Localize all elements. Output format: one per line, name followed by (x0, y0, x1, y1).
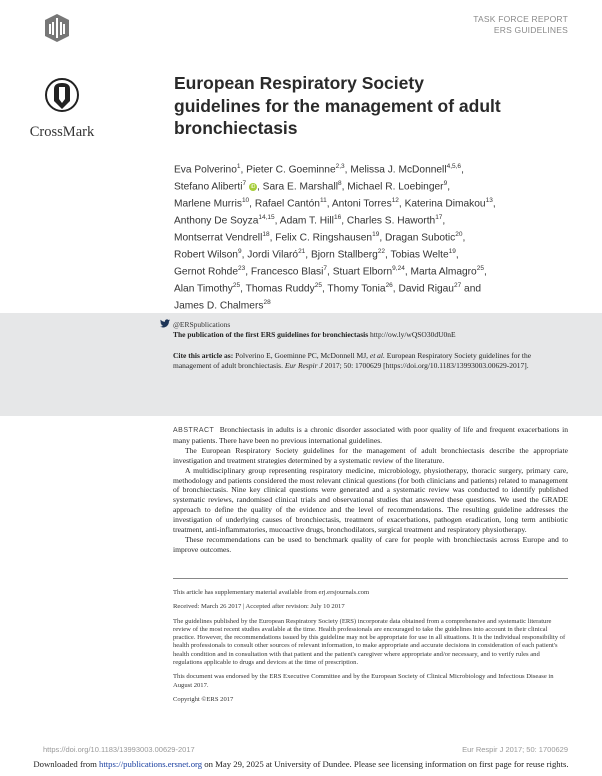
author-name: Pieter C. Goeminne (246, 164, 336, 176)
author-list (174, 160, 554, 313)
author-name: Montserrat Vendrell (174, 232, 263, 244)
report-type: TASK FORCE REPORT (473, 14, 568, 24)
author-affiliation: 25 (476, 264, 484, 272)
copyright: Copyright ©ERS 2017 (173, 695, 234, 703)
author-name: Robert Wilson (174, 249, 238, 261)
cite-etal: et al. (369, 351, 385, 360)
author-line: Gernot Rohde$^{23}$, Francesco Blasi$^7$, Stuart Elborn$^{9,24}$, Marta Almagro$^{25}$, (174, 264, 487, 278)
endorsement: This document was endorsed by the ERS Executive Committee and by the European Society of Clinical Microbiology and Infectious Disease in August 2017. (173, 673, 554, 689)
download-prefix: Downloaded from (33, 759, 97, 769)
supplementary-note: This article has supplementary material available from erj.ersjournals.com (173, 589, 370, 596)
ers-lungs-logo-icon (43, 12, 71, 44)
author-line: Montserrat Vendrell$^{18}$, Felix C. Ringshausen$^{19}$, Dragan Subotic$^{20}$, (174, 230, 466, 244)
author-affiliation: 9,24 (392, 264, 405, 272)
author-affiliation: 2,3 (335, 163, 345, 170)
author-name: Alan Timothy (174, 283, 233, 295)
author-name: Dragan Subotic (384, 232, 456, 244)
author-name: Francesco Blasi (250, 266, 324, 278)
abstract-paragraph: The European Respiratory Society guidelines for the management of adult bronchiectasis describe the appropriate investigation and treatment strategies determined by a systematic review of the literature. (173, 445, 568, 465)
author-affiliation: 12 (391, 196, 399, 204)
crossmark-icon (23, 77, 101, 117)
author-affiliation: 9 (237, 247, 242, 255)
author-affiliation: 10 (241, 196, 250, 204)
report-header (473, 14, 568, 36)
author-line: Robert Wilson$^9$, Jordi Vilaró$^{21}$, Bjorn Stallberg$^{22}$, Tobias Welte$^{19}$, (174, 247, 459, 261)
tweet-text (173, 330, 573, 339)
author-affiliation: 20 (455, 230, 463, 238)
author-affiliation: 23 (238, 264, 246, 272)
author-affiliation: 27 (453, 281, 462, 289)
author-affiliation: 14,15 (258, 213, 275, 221)
footer-citation: Eur Respir J 2017; 50: 1700629 (462, 745, 568, 754)
author-affiliation: 8 (337, 179, 342, 187)
author-name: Sara E. Marshall (262, 181, 338, 193)
author-affiliation: 7 (323, 264, 328, 272)
author-affiliation: 4,5,6 (446, 163, 462, 170)
author-name: Stefano Aliberti (174, 181, 243, 193)
cite-journal: Eur Respir J (284, 360, 323, 370)
author-affiliation: 26 (385, 281, 393, 289)
abstract-paragraph: These recommendations can be used to benchmark quality of care for people with bronchiectasis across Europe and to improve outcomes. (173, 534, 568, 554)
author-affiliation: 11 (319, 196, 327, 204)
author-name: Eva Polverino (174, 164, 237, 176)
abstract-paragraph (173, 425, 568, 446)
cite-authors: Polverino E, Goeminne PC, McDonnell MJ, (235, 351, 368, 360)
author-name: Bjorn Stallberg (310, 249, 378, 261)
twitter-handle[interactable]: @ERSpublications (173, 320, 231, 329)
author-name: Thomy Tonia (327, 283, 386, 295)
author-name: Tobias Welte (390, 249, 449, 261)
publisher-link[interactable]: https://publications.ersnet.org (99, 759, 203, 769)
author-name: David Rigau (398, 283, 454, 295)
abstract-label: ABSTRACT (173, 427, 215, 434)
author-affiliation: 18 (262, 230, 270, 238)
cite-label: Cite this article as: (173, 351, 234, 360)
article-title: European Respiratory Society guidelines for the management of adult bronchiectasis (174, 73, 501, 138)
author-affiliation: 9 (443, 179, 448, 187)
author-name: Marlene Murris (174, 198, 242, 210)
author-name: Marta Almagro (410, 266, 477, 278)
crossmark-badge[interactable] (23, 77, 101, 141)
download-suffix: on May 29, 2025 at University of Dundee. Please see licensing information on first page for reuse rights. (204, 759, 569, 769)
tweet-headline: The publication of the first ERS guidelines for bronchiectasis (173, 330, 369, 339)
author-name: James D. Chalmers (174, 300, 264, 312)
cite-title: European Respiratory Society guidelines for the management of adult bronchiectasis. (173, 351, 532, 370)
author-affiliation: 7 (242, 179, 247, 187)
author-affiliation: 25 (314, 281, 322, 289)
author-name: Rafael Cantón (254, 198, 320, 210)
footer-doi[interactable]: https://doi.org/10.1183/13993003.00629-2017 (43, 745, 195, 754)
author-name: Thomas Ruddy (245, 283, 315, 295)
tweet-link[interactable]: http://ow.ly/wQSO30dU0nE (370, 330, 456, 339)
twitter-bird-icon (160, 319, 170, 328)
abstract (173, 425, 568, 555)
download-notice (0, 759, 602, 769)
author-affiliation: 16 (333, 213, 342, 221)
author-affiliation: 1 (236, 163, 241, 170)
divider (173, 578, 568, 579)
author-affiliation: 28 (263, 298, 271, 306)
author-name: Gernot Rohde (174, 266, 238, 278)
disclaimer: The guidelines published by the European Respiratory Society (ERS) incorporate data obtained from a comprehensive and systematic literature review of the most recent studies available at the time. Health professionals are encouraged to take the guidelines into account in their clinical practice. However, the recommendations issued by this guideline may not be appropriate for use in all situations. It is the individual responsibility of health professionals to consult other sources of relevant information, to make appropriate and accurate decisions in consideration of each patient's health condition and in consultation with that patient and the patient's caregiver where appropriate and/or necessary, and to verify rules and regulations applicable to drugs and devices at the time of prescription. (173, 617, 566, 667)
author-affiliation: 22 (377, 247, 386, 255)
crossmark-label: CrossMark (29, 124, 95, 140)
author-line: Anthony De Soyza$^{14,15}$, Adam T. Hill$^{16}$, Charles S. Haworth$^{17}$, (174, 213, 446, 227)
report-category: ERS GUIDELINES (493, 25, 568, 35)
author-name: Antoni Torres (331, 198, 392, 210)
author-affiliation: 19 (448, 247, 456, 255)
author-name: Michael R. Loebinger (347, 181, 444, 193)
abstract-paragraph: A multidisciplinary group representing respiratory medicine, microbiology, physiotherapy, thoracic surgery, primary care, methodology and patients considered the most relevant clinical questions (for both clinicians and patients) related to management of bronchiectasis. Nine key clinical questions were generated and a systematic review was conducted to identify published systematic reviews, randomised clinical trials and observational studies that answered these questions. We used the GRADE approach to define the quality of the evidence and the level of recommendations. The resulting guideline addresses the investigation of underlying causes of bronchiectasis, treatment of exacerbations, pathogen eradication, long term antibiotic treatment, anti-inflammatories, mucoactive drugs, bronchodilators, surgical treatment and respiratory physiotherapy. (173, 465, 568, 535)
received-dates: Received: March 26 2017 | Accepted after revision: July 10 2017 (173, 603, 345, 611)
article-notes (173, 589, 568, 710)
author-line: Stefano Aliberti$^7$ iD , Sara E. Marshall$^8$, Michael R. Loebinger$^9$, (174, 179, 451, 193)
author-line: Eva Polverino$^1$, Pieter C. Goeminne$^{2,3}$, Melissa J. McDonnell$^{4,5,6}$, (174, 163, 464, 176)
cite-doi[interactable]: 2017; 50: 1700629 [https://doi.org/10.1183/13993003.00629-2017]. (324, 360, 529, 370)
abstract-text: Bronchiectasis in adults is a chronic disorder associated with poor quality of life and frequent exacerbations in many patients. There have been no previous international guidelines. (173, 425, 568, 445)
author-name: Anthony De Soyza (174, 215, 259, 227)
author-name: Melissa J. McDonnell (350, 164, 447, 176)
author-affiliation: 17 (435, 213, 443, 221)
author-affiliation: 25 (232, 281, 241, 289)
author-name: Charles S. Haworth (346, 215, 436, 227)
author-line (174, 296, 554, 313)
orcid-icon[interactable]: iD (250, 184, 256, 191)
author-name: Jordi Vilaró (247, 249, 299, 261)
author-affiliation: 19 (372, 230, 380, 238)
author-name: Felix C. Ringshausen (275, 232, 373, 244)
citation-block (173, 351, 568, 370)
author-name: Stuart Elborn (332, 266, 393, 278)
author-name: Katerina Dimakou (404, 198, 486, 210)
author-line: Alan Timothy$^{25}$, Thomas Ruddy$^{25}$, Thomy Tonia$^{26}$, David Rigau$^{27}$ and (174, 281, 482, 295)
author-line: Marlene Murris$^{10}$, Rafael Cantón$^{11}$, Antoni Torres$^{12}$, Katerina Dimakou$^{13}$, (174, 196, 496, 210)
author-affiliation: 13 (485, 196, 493, 204)
author-name: Adam T. Hill (279, 215, 334, 227)
author-affiliation: 21 (298, 247, 306, 255)
